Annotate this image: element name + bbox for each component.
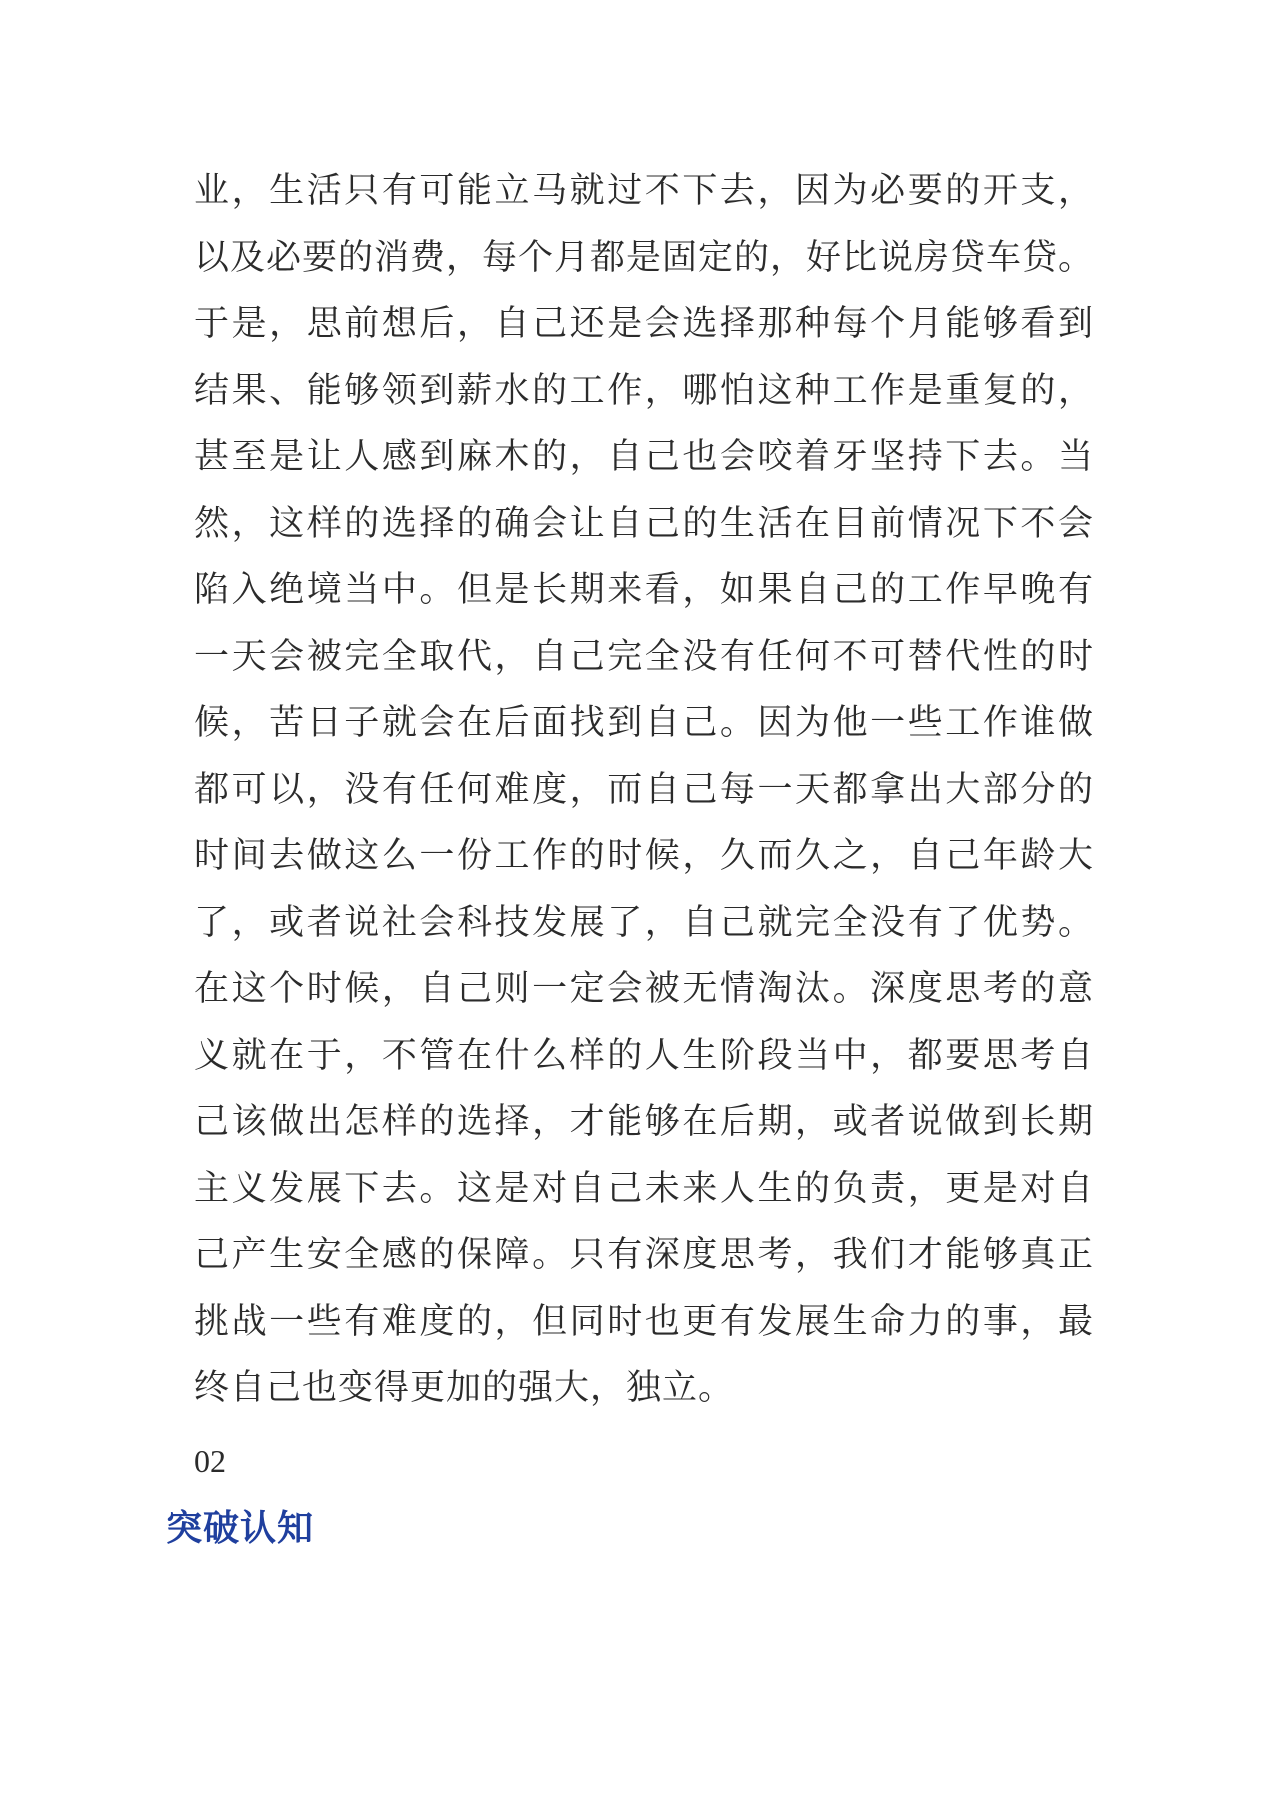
paragraph-line: 结果、能够领到薪水的工作，哪怕这种工作是重复的， — [194, 370, 1094, 411]
paragraph-line: 都可以，没有任何难度，而自己每一天都拿出大部分的 — [194, 769, 1094, 810]
paragraph-line: 己该做出怎样的选择，才能够在后期，或者说做到长期 — [194, 1102, 1094, 1142]
paragraph-line: 己产生安全感的保障。只有深度思考，我们才能够真正 — [194, 1235, 1094, 1275]
paragraph-line: 业，生活只有可能立马就过不下去，因为必要的开支， — [194, 171, 1094, 211]
paragraph-line: 一天会被完全取代，自己完全没有任何不可替代性的时 — [194, 636, 1094, 677]
paragraph-line: 候，苦日子就会在后面找到自己。因为他一些工作谁做 — [194, 703, 1094, 743]
body-paragraph — [194, 158, 1094, 1422]
section-number: 02 — [194, 1443, 226, 1479]
paragraph-line: 以及必要的消费，每个月都是固定的，好比说房贷车贷。 — [194, 237, 1095, 278]
paragraph-line: 终自己也变得更加的强大，独立。 — [194, 1368, 735, 1408]
paragraph-line: 然，这样的选择的确会让自己的生活在目前情况下不会 — [194, 503, 1094, 544]
paragraph-line: 陷入绝境当中。但是长期来看，如果自己的工作早晚有 — [194, 570, 1094, 610]
paragraph-line: 挑战一些有难度的，但同时也更有发展生命力的事，最 — [194, 1301, 1094, 1342]
paragraph-line: 甚至是让人感到麻木的，自己也会咬着牙坚持下去。当 — [194, 437, 1094, 477]
paragraph-line: 于是，思前想后，自己还是会选择那种每个月能够看到 — [194, 304, 1094, 344]
section-heading: 突破认知 — [166, 1508, 315, 1549]
paragraph-line: 了，或者说社会科技发展了，自己就完全没有了优势。 — [194, 902, 1094, 943]
paragraph-line: 义就在于，不管在什么样的人生阶段当中，都要思考自 — [194, 1035, 1094, 1076]
paragraph-line: 主义发展下去。这是对自己未来人生的负责，更是对自 — [194, 1168, 1094, 1209]
paragraph-line: 在这个时候，自己则一定会被无情淘汰。深度思考的意 — [194, 969, 1094, 1009]
paragraph-line: 时间去做这么一份工作的时候，久而久之，自己年龄大 — [194, 836, 1094, 876]
